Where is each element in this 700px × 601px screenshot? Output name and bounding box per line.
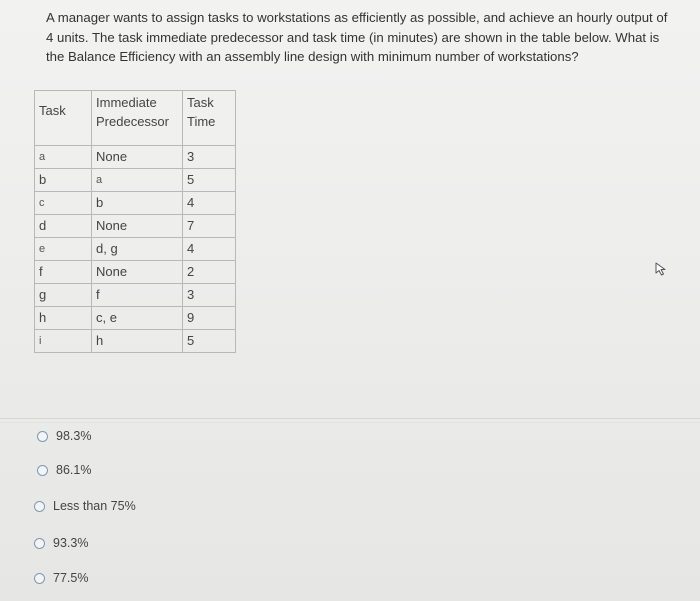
section-divider [0, 418, 700, 419]
question-text: A manager wants to assign tasks to workstations as efficiently as possible, and achieve an hourly output of 4 units. The task immediate predecessor and task time (in minutes) are shown in the table below. What is the Balance Efficiency with an assembly line design with minimum number of workstations? [46, 10, 668, 64]
task-cell: h [35, 307, 92, 330]
table-row [35, 284, 236, 307]
task-cell: d [35, 215, 92, 238]
table-row [35, 192, 236, 215]
answer-option-3[interactable] [34, 499, 136, 513]
header-predecessor-line2: Predecessor [96, 114, 169, 129]
answer-option-label: 93.3% [53, 536, 89, 550]
table-row [35, 238, 236, 261]
radio-button-icon[interactable] [37, 431, 48, 442]
answer-option-1[interactable] [37, 429, 91, 443]
answer-option-4[interactable] [34, 536, 88, 550]
time-cell: 3 [183, 284, 236, 307]
time-cell: 7 [183, 215, 236, 238]
radio-button-icon[interactable] [34, 538, 45, 549]
answer-option-label: 77.5% [53, 571, 89, 585]
table-row [35, 261, 236, 284]
answer-option-2[interactable] [37, 463, 91, 477]
answer-option-label: Less than 75% [53, 499, 136, 513]
header-predecessor [92, 91, 183, 146]
radio-button-icon[interactable] [34, 501, 45, 512]
header-predecessor-line1: Immediate [96, 95, 157, 110]
time-cell: 4 [183, 192, 236, 215]
radio-button-icon[interactable] [34, 573, 45, 584]
header-task-label: Task [39, 103, 66, 118]
task-cell: g [35, 284, 92, 307]
task-cell: i [35, 330, 92, 353]
predecessor-cell: c, e [92, 307, 183, 330]
answer-option-label: 86.1% [56, 463, 92, 477]
time-cell: 5 [183, 330, 236, 353]
radio-button-icon[interactable] [37, 465, 48, 476]
predecessor-cell: None [92, 146, 183, 169]
table-row [35, 215, 236, 238]
time-cell: 2 [183, 261, 236, 284]
time-cell: 3 [183, 146, 236, 169]
task-table [34, 90, 236, 353]
predecessor-cell: f [92, 284, 183, 307]
task-cell: b [35, 169, 92, 192]
table-row [35, 307, 236, 330]
task-cell: c [35, 192, 92, 215]
mouse-pointer-icon [654, 262, 668, 276]
time-cell: 5 [183, 169, 236, 192]
predecessor-cell: b [92, 192, 183, 215]
time-cell: 9 [183, 307, 236, 330]
section-divider [0, 422, 700, 423]
table-header-row [35, 91, 236, 146]
task-cell: e [35, 238, 92, 261]
table-row [35, 330, 236, 353]
predecessor-cell: h [92, 330, 183, 353]
predecessor-cell: None [92, 215, 183, 238]
header-task [35, 91, 92, 146]
time-cell: 4 [183, 238, 236, 261]
task-cell: a [35, 146, 92, 169]
predecessor-cell: d, g [92, 238, 183, 261]
predecessor-cell: None [92, 261, 183, 284]
task-cell: f [35, 261, 92, 284]
table-row [35, 169, 236, 192]
answer-option-5[interactable] [34, 571, 88, 585]
header-time-line1: Task [187, 95, 214, 110]
answer-option-label: 98.3% [56, 429, 92, 443]
predecessor-cell: a [92, 169, 183, 192]
table-row [35, 146, 236, 169]
header-time-line2: Time [187, 114, 216, 129]
header-time [183, 91, 236, 146]
